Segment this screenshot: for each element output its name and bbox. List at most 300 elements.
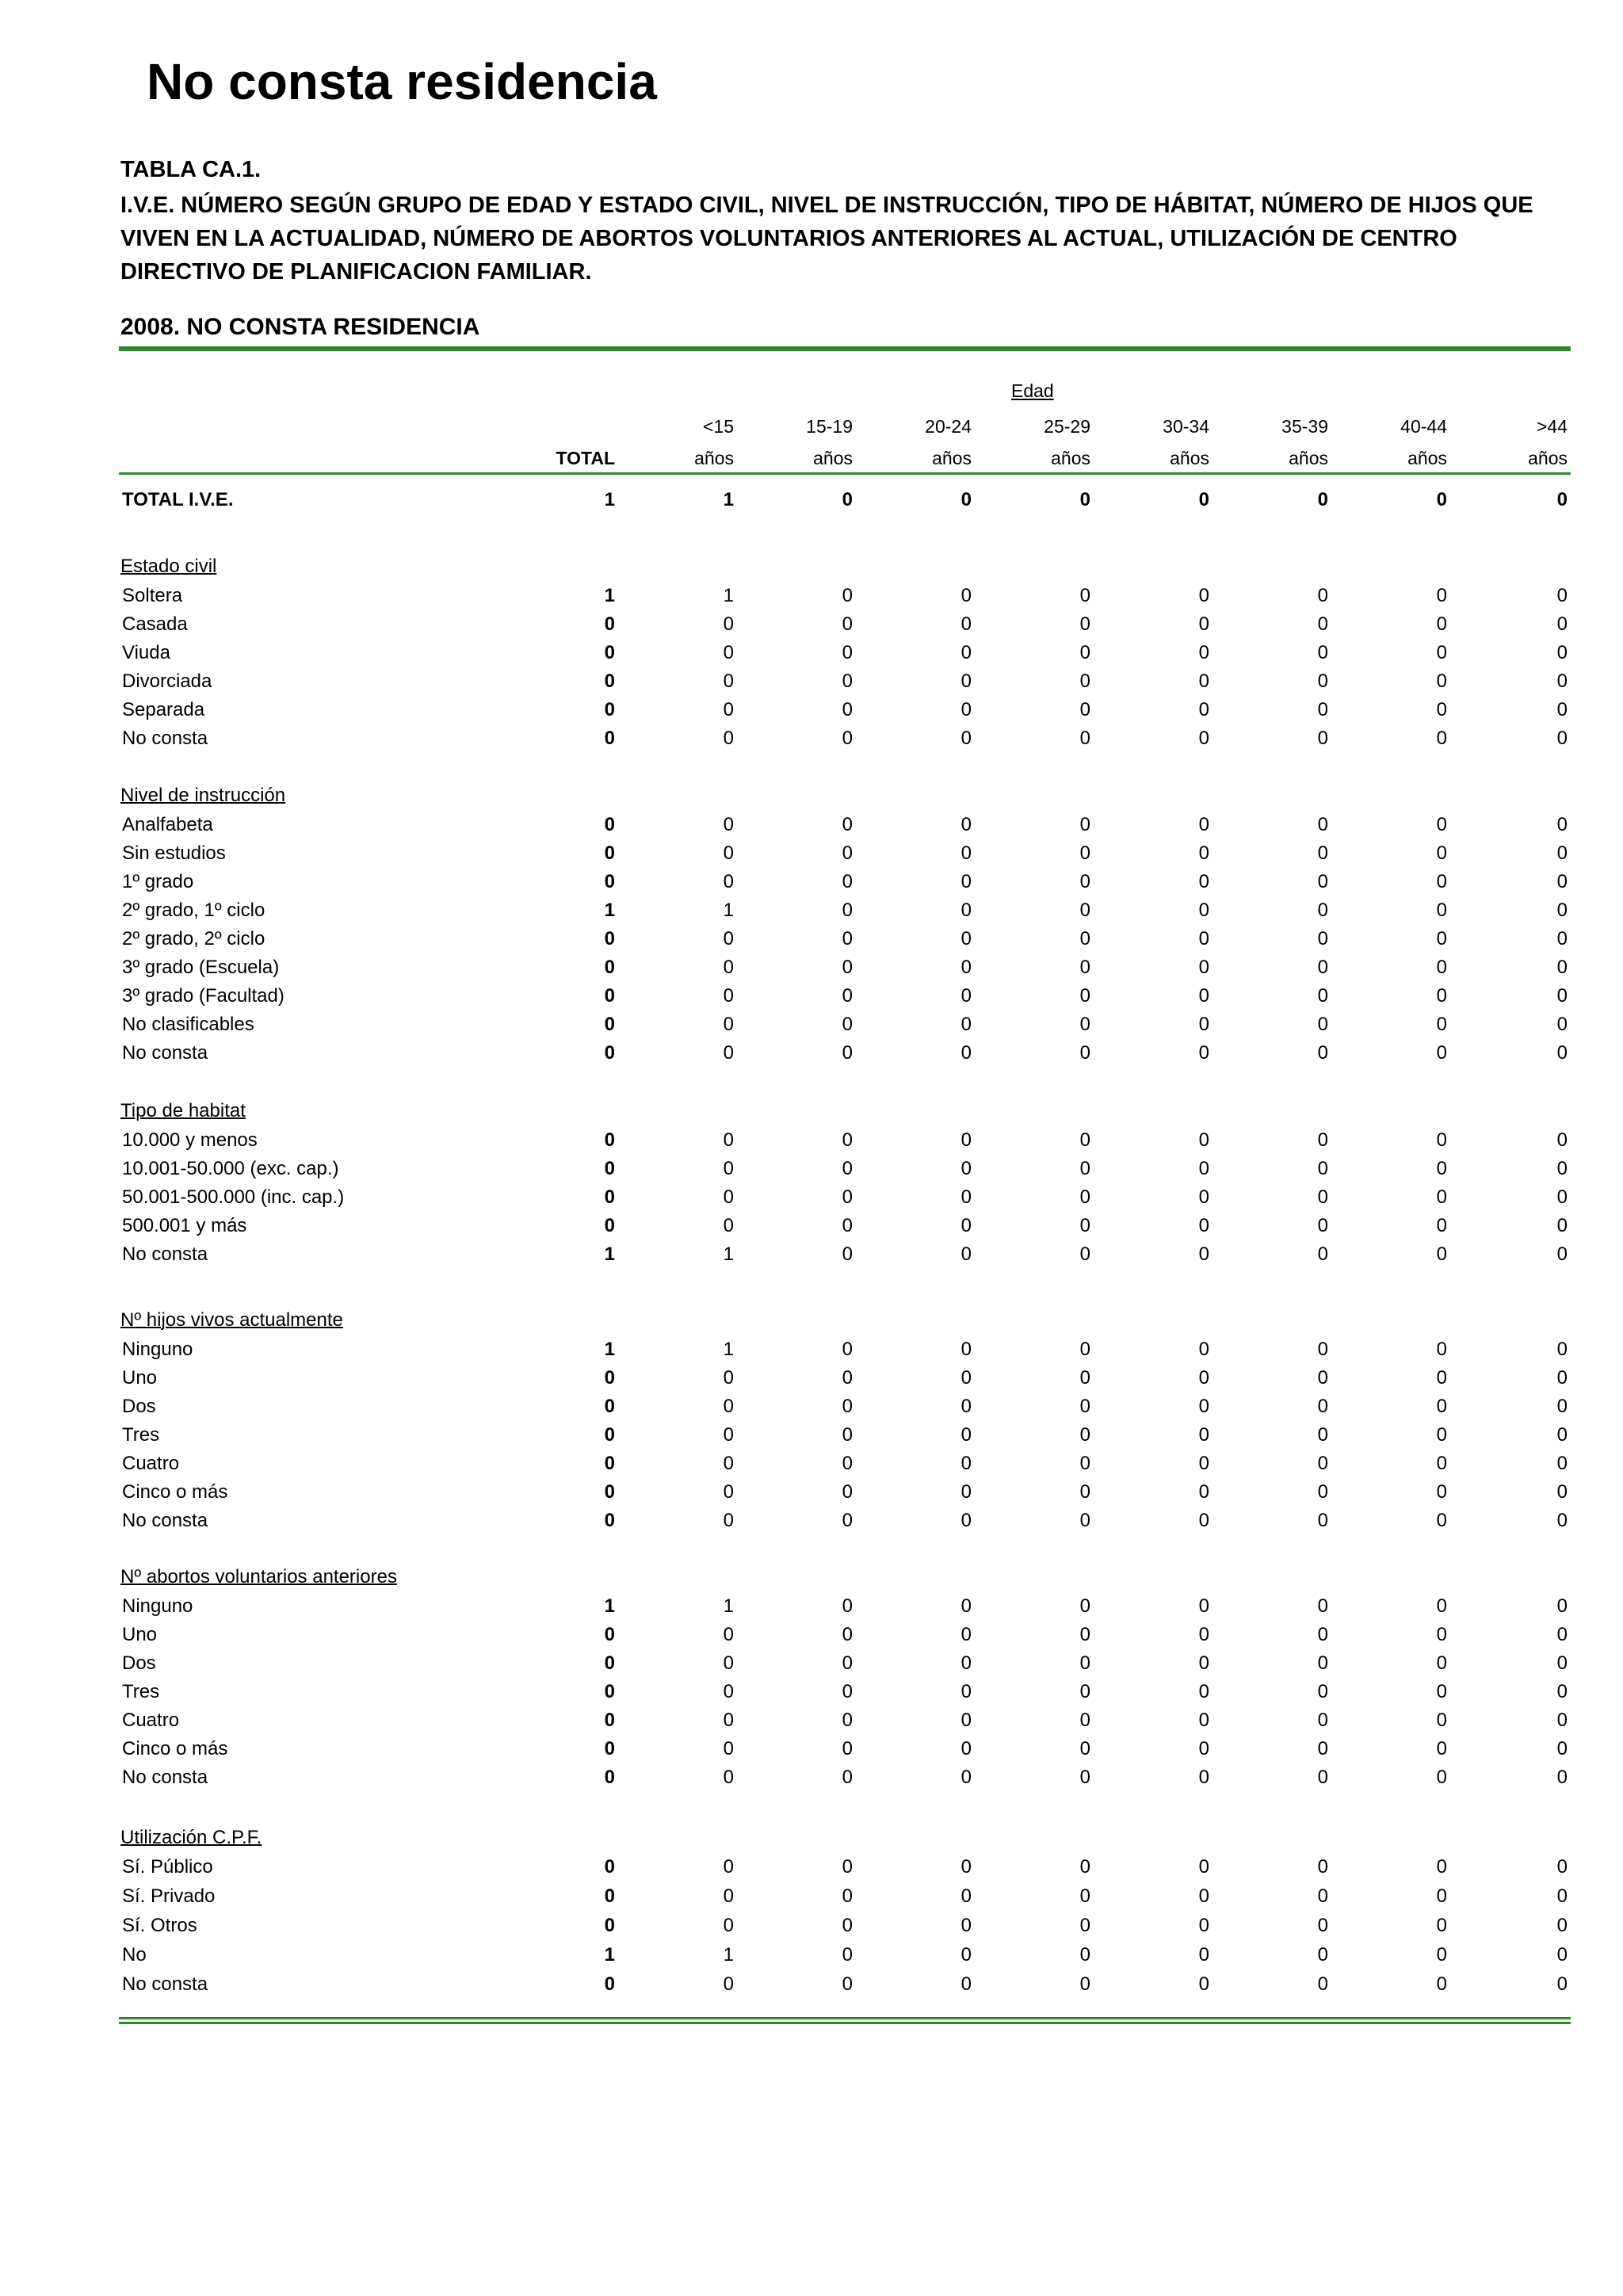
- cell-3: 0: [960, 1885, 972, 1907]
- cell-8: 0: [1556, 985, 1568, 1007]
- cell-4: 0: [1079, 1367, 1090, 1389]
- cell-2: 0: [842, 1885, 853, 1907]
- table-row: [119, 1365, 1571, 1392]
- section-title: Nivel de instrucción: [120, 785, 286, 806]
- cell-3: 0: [960, 1856, 972, 1878]
- cell-0: 0: [604, 1856, 615, 1878]
- row-label: Cuatro: [122, 1710, 180, 1731]
- cell-0: 0: [604, 613, 615, 635]
- cell-2: 0: [842, 1244, 853, 1265]
- cell-7: 0: [1436, 1681, 1447, 1702]
- cell-6: 0: [1317, 1885, 1328, 1907]
- cell-6: 0: [1317, 1339, 1328, 1360]
- cell-7: 0: [1436, 985, 1447, 1007]
- cell-3: 0: [960, 842, 972, 864]
- table-row: [119, 1156, 1571, 1182]
- cell-0: 0: [604, 1367, 615, 1389]
- cell-4: 0: [1079, 1014, 1090, 1035]
- column-header-line1: 25-29: [1044, 416, 1090, 437]
- cell-1: 0: [723, 957, 734, 978]
- cell-1: 0: [723, 985, 734, 1007]
- cell-1: 0: [723, 1681, 734, 1702]
- row-label: 10.001-50.000 (exc. cap.): [122, 1158, 339, 1179]
- cell-2: 0: [842, 1129, 853, 1151]
- cell-1: 0: [723, 1129, 734, 1151]
- cell-1: 1: [723, 1244, 734, 1265]
- cell-6: 0: [1317, 1424, 1328, 1446]
- table-row: [119, 1942, 1571, 1969]
- cell-0: 0: [604, 842, 615, 864]
- cell-4: 0: [1079, 1396, 1090, 1417]
- cell-3: 0: [960, 1129, 972, 1151]
- cell-2: 0: [842, 1481, 853, 1503]
- cell-7: 0: [1436, 1652, 1447, 1674]
- cell-8: 0: [1556, 1129, 1568, 1151]
- cell-1: 0: [723, 1158, 734, 1179]
- cell-5: 0: [1198, 1367, 1209, 1389]
- cell-1: 0: [723, 1767, 734, 1788]
- cell-6: 0: [1317, 728, 1328, 749]
- column-header-line1: 30-34: [1163, 416, 1209, 437]
- cell-3: 0: [960, 585, 972, 606]
- cell-4: 0: [1079, 842, 1090, 864]
- cell-6: 0: [1317, 1453, 1328, 1474]
- cell-2: 0: [842, 928, 853, 949]
- cell-0: 0: [604, 670, 615, 692]
- column-header-line1: 20-24: [925, 416, 972, 437]
- table-row: [119, 1707, 1571, 1734]
- cell-2: 0: [842, 1367, 853, 1389]
- row-label: Separada: [122, 699, 205, 720]
- cell-3: 0: [960, 1710, 972, 1731]
- row-label: Viuda: [122, 642, 170, 663]
- cell-6: 0: [1317, 1396, 1328, 1417]
- cell-6: 0: [1317, 585, 1328, 606]
- cell-2: 0: [842, 728, 853, 749]
- cell-3: 0: [960, 1681, 972, 1702]
- cell-3: 0: [960, 1915, 972, 1936]
- cell-7: 0: [1436, 1014, 1447, 1035]
- cell-7: 0: [1436, 871, 1447, 892]
- cell-0: 0: [604, 699, 615, 720]
- row-label: Sin estudios: [122, 842, 226, 864]
- cell-3: 0: [960, 1367, 972, 1389]
- cell-4: 0: [1079, 1624, 1090, 1645]
- cell-4: 0: [1079, 1129, 1090, 1151]
- cell-5: 0: [1198, 1624, 1209, 1645]
- column-header-2: [758, 411, 853, 474]
- column-header-line2: años: [694, 448, 734, 468]
- cell-7: 0: [1436, 1129, 1447, 1151]
- cell-5: 0: [1198, 1481, 1209, 1503]
- cell-3: 0: [960, 1624, 972, 1645]
- cell-7: 0: [1436, 613, 1447, 635]
- row-label: Uno: [122, 1624, 158, 1645]
- cell-3: 0: [960, 871, 972, 892]
- cell-1: 0: [723, 1014, 734, 1035]
- cell-4: 0: [1079, 1453, 1090, 1474]
- cell-7: 0: [1436, 1710, 1447, 1731]
- cell-5: 0: [1198, 1396, 1209, 1417]
- cell-5: 0: [1198, 585, 1209, 606]
- column-header-line1: <15: [702, 416, 734, 437]
- cell-1: 0: [723, 1510, 734, 1531]
- cell-0: 0: [604, 642, 615, 663]
- cell-2: 0: [842, 1186, 853, 1208]
- cell-7: 0: [1436, 1367, 1447, 1389]
- cell-2: 0: [842, 1339, 853, 1360]
- cell-5: 0: [1198, 728, 1209, 749]
- cell-5: 0: [1198, 1129, 1209, 1151]
- top-rule: [119, 346, 1571, 351]
- cell-1: 0: [723, 1710, 734, 1731]
- cell-0: 0: [604, 1129, 615, 1151]
- cell-3: 0: [960, 1738, 972, 1759]
- cell-5: 0: [1198, 928, 1209, 949]
- cell-1: 0: [723, 1885, 734, 1907]
- cell-4: 0: [1079, 642, 1090, 663]
- cell-7: 0: [1436, 1738, 1447, 1759]
- row-label: Sí. Privado: [122, 1885, 216, 1907]
- cell-1: 0: [723, 1396, 734, 1417]
- cell-2: 0: [842, 814, 853, 835]
- cell-2: 0: [842, 1595, 853, 1617]
- cell-7: 0: [1436, 1595, 1447, 1617]
- table-row: [119, 1593, 1571, 1620]
- column-header-6: [1233, 411, 1328, 474]
- edad-group-header: Edad: [1011, 380, 1054, 401]
- cell-0: 0: [604, 1681, 615, 1702]
- cell-5: 0: [1198, 1424, 1209, 1446]
- cell-8: 0: [1556, 1186, 1568, 1208]
- cell-1: 1: [723, 900, 734, 921]
- table-row: [119, 611, 1571, 638]
- cell-1: 0: [723, 1973, 734, 1995]
- cell-6: 0: [1317, 1944, 1328, 1966]
- row-label: No consta: [122, 1042, 208, 1064]
- cell-7: 0: [1436, 814, 1447, 835]
- cell-4: 0: [1079, 670, 1090, 692]
- table-row: [119, 1422, 1571, 1449]
- cell-0: 0: [604, 1186, 615, 1208]
- cell-8: 0: [1556, 871, 1568, 892]
- cell-0: 0: [604, 728, 615, 749]
- cell-7: 0: [1436, 699, 1447, 720]
- cell-3: 0: [960, 928, 972, 949]
- cell-3: 0: [960, 489, 972, 510]
- cell-7: 0: [1436, 928, 1447, 949]
- cell-7: 0: [1436, 957, 1447, 978]
- cell-5: 0: [1198, 900, 1209, 921]
- cell-2: 0: [842, 1510, 853, 1531]
- column-header-line2: TOTAL: [556, 448, 615, 468]
- row-label: No: [122, 1944, 147, 1966]
- cell-5: 0: [1198, 985, 1209, 1007]
- cell-0: 0: [604, 985, 615, 1007]
- cell-2: 0: [842, 670, 853, 692]
- table-description: I.V.E. NÚMERO SEGÚN GRUPO DE EDAD Y ESTADO CIVIL, NIVEL DE INSTRUCCIÓN, TIPO DE HÁBITAT, NÚMERO DE HIJOS QUE VIVEN EN LA ACTUALIDAD, NÚMERO DE ABORTOS VOLUNTARIOS ANTERIORES AL ACTUAL, UTILIZACIÓN DE CENTRO DIRECTIVO DE PLANIFICACION FAMILIAR.: [120, 193, 1533, 285]
- cell-6: 0: [1317, 1710, 1328, 1731]
- cell-1: 0: [723, 670, 734, 692]
- cell-4: 0: [1079, 1339, 1090, 1360]
- row-label: Sí. Otros: [122, 1915, 197, 1936]
- row-label: No clasificables: [122, 1014, 254, 1035]
- cell-7: 0: [1436, 728, 1447, 749]
- cell-8: 0: [1556, 1158, 1568, 1179]
- row-label: No consta: [122, 1767, 208, 1788]
- cell-3: 0: [960, 1424, 972, 1446]
- cell-8: 0: [1556, 1339, 1568, 1360]
- cell-0: 0: [604, 1767, 615, 1788]
- section-title: Utilización C.P.F.: [120, 1827, 262, 1848]
- cell-4: 0: [1079, 1595, 1090, 1617]
- cell-2: 0: [842, 1624, 853, 1645]
- cell-5: 0: [1198, 1510, 1209, 1531]
- cell-7: 0: [1436, 1856, 1447, 1878]
- cell-1: 1: [723, 1339, 734, 1360]
- cell-2: 0: [842, 1215, 853, 1236]
- row-label: Tres: [122, 1424, 160, 1446]
- cell-5: 0: [1198, 489, 1209, 510]
- cell-8: 0: [1556, 1510, 1568, 1531]
- cell-6: 0: [1317, 1624, 1328, 1645]
- section-title: Tipo de habitat: [120, 1100, 246, 1121]
- column-header-line1: >44: [1536, 416, 1568, 437]
- cell-3: 0: [960, 1767, 972, 1788]
- cell-5: 0: [1198, 1885, 1209, 1907]
- cell-5: 0: [1198, 1973, 1209, 1995]
- cell-6: 0: [1317, 814, 1328, 835]
- table-row: [119, 840, 1571, 867]
- cell-6: 0: [1317, 1973, 1328, 1995]
- cell-3: 0: [960, 699, 972, 720]
- table-row: [119, 1011, 1571, 1038]
- cell-7: 0: [1436, 1396, 1447, 1417]
- cell-5: 0: [1198, 1595, 1209, 1617]
- bottom-rule: [119, 2017, 1571, 2019]
- cell-5: 0: [1198, 1042, 1209, 1064]
- cell-0: 0: [604, 1424, 615, 1446]
- cell-7: 0: [1436, 585, 1447, 606]
- cell-3: 0: [960, 1453, 972, 1474]
- cell-6: 0: [1317, 985, 1328, 1007]
- table-row: [119, 1679, 1571, 1706]
- column-header-line2: años: [1170, 448, 1209, 468]
- cell-2: 0: [842, 1767, 853, 1788]
- cell-3: 0: [960, 1186, 972, 1208]
- cell-6: 0: [1317, 1856, 1328, 1878]
- cell-2: 0: [842, 642, 853, 663]
- cell-3: 0: [960, 1158, 972, 1179]
- cell-4: 0: [1079, 1681, 1090, 1702]
- cell-5: 0: [1198, 699, 1209, 720]
- cell-3: 0: [960, 1510, 972, 1531]
- cell-1: 1: [723, 1944, 734, 1966]
- cell-4: 0: [1079, 1244, 1090, 1265]
- cell-1: 1: [723, 585, 734, 606]
- cell-4: 0: [1079, 1481, 1090, 1503]
- table-row: [119, 1854, 1571, 1881]
- table-row: [119, 1764, 1571, 1791]
- table-row: [119, 1336, 1571, 1363]
- column-header-line2: años: [1051, 448, 1090, 468]
- cell-4: 0: [1079, 1652, 1090, 1674]
- table-row: [119, 983, 1571, 1010]
- table-row: [119, 1450, 1571, 1477]
- table-row: [119, 1393, 1571, 1420]
- cell-5: 0: [1198, 613, 1209, 635]
- cell-7: 0: [1436, 900, 1447, 921]
- table-row: [119, 1622, 1571, 1648]
- column-header-0: [520, 411, 615, 474]
- table-row: [119, 926, 1571, 953]
- cell-4: 0: [1079, 613, 1090, 635]
- cell-5: 0: [1198, 1652, 1209, 1674]
- table-row: [119, 1184, 1571, 1211]
- cell-6: 0: [1317, 1158, 1328, 1179]
- cell-0: 1: [604, 1595, 615, 1617]
- cell-3: 0: [960, 1042, 972, 1064]
- cell-1: 0: [723, 728, 734, 749]
- cell-0: 0: [604, 1738, 615, 1759]
- column-header-line2: años: [1407, 448, 1447, 468]
- cell-7: 0: [1436, 670, 1447, 692]
- column-header-7: [1352, 411, 1447, 474]
- cell-4: 0: [1079, 728, 1090, 749]
- cell-1: 0: [723, 928, 734, 949]
- row-label: Dos: [122, 1396, 156, 1417]
- section-title: Nº hijos vivos actualmente: [120, 1309, 343, 1331]
- cell-4: 0: [1079, 1944, 1090, 1966]
- cell-5: 0: [1198, 1014, 1209, 1035]
- cell-3: 0: [960, 642, 972, 663]
- cell-7: 0: [1436, 1973, 1447, 1995]
- cell-5: 0: [1198, 1915, 1209, 1936]
- cell-8: 0: [1556, 1424, 1568, 1446]
- cell-2: 0: [842, 1158, 853, 1179]
- cell-6: 0: [1317, 928, 1328, 949]
- cell-5: 0: [1198, 1767, 1209, 1788]
- cell-8: 0: [1556, 728, 1568, 749]
- cell-1: 1: [723, 1595, 734, 1617]
- cell-7: 0: [1436, 1481, 1447, 1503]
- cell-8: 0: [1556, 670, 1568, 692]
- cell-8: 0: [1556, 1738, 1568, 1759]
- cell-4: 0: [1079, 1158, 1090, 1179]
- cell-0: 0: [604, 1014, 615, 1035]
- cell-0: 0: [604, 1973, 615, 1995]
- cell-7: 0: [1436, 1186, 1447, 1208]
- cell-6: 0: [1317, 1738, 1328, 1759]
- cell-7: 0: [1436, 1915, 1447, 1936]
- table-row: [119, 640, 1571, 667]
- cell-3: 0: [960, 1396, 972, 1417]
- row-label: No consta: [122, 1244, 208, 1265]
- cell-0: 0: [604, 1652, 615, 1674]
- table-row: [119, 668, 1571, 695]
- row-label: Tres: [122, 1681, 160, 1702]
- cell-5: 0: [1198, 1186, 1209, 1208]
- cell-8: 0: [1556, 1681, 1568, 1702]
- cell-2: 0: [842, 1014, 853, 1035]
- cell-3: 0: [960, 1481, 972, 1503]
- cell-8: 0: [1556, 1014, 1568, 1035]
- cell-8: 0: [1556, 1215, 1568, 1236]
- cell-1: 0: [723, 1215, 734, 1236]
- cell-0: 0: [604, 1510, 615, 1531]
- cell-0: 0: [604, 814, 615, 835]
- cell-7: 0: [1436, 1885, 1447, 1907]
- cell-3: 0: [960, 613, 972, 635]
- column-header-line2: años: [932, 448, 972, 468]
- cell-2: 0: [842, 1710, 853, 1731]
- row-label: Casada: [122, 613, 188, 635]
- row-label: 3º grado (Facultad): [122, 985, 285, 1007]
- cell-5: 0: [1198, 1681, 1209, 1702]
- section-title: Estado civil: [120, 556, 217, 577]
- cell-1: 1: [723, 489, 734, 510]
- row-label: 1º grado: [122, 871, 194, 892]
- column-header-line1: [520, 411, 615, 442]
- cell-7: 0: [1436, 1453, 1447, 1474]
- cell-4: 0: [1079, 900, 1090, 921]
- table-row: [119, 869, 1571, 896]
- cell-2: 0: [842, 1973, 853, 1995]
- cell-2: 0: [842, 1915, 853, 1936]
- cell-3: 0: [960, 1339, 972, 1360]
- row-label: Analfabeta: [122, 814, 213, 835]
- cell-2: 0: [842, 1681, 853, 1702]
- cell-4: 0: [1079, 1186, 1090, 1208]
- cell-2: 0: [842, 1396, 853, 1417]
- cell-3: 0: [960, 1944, 972, 1966]
- cell-1: 0: [723, 699, 734, 720]
- cell-7: 0: [1436, 1215, 1447, 1236]
- cell-8: 0: [1556, 1481, 1568, 1503]
- row-label: Cuatro: [122, 1453, 180, 1474]
- row-label: 500.001 y más: [122, 1215, 247, 1236]
- cell-6: 0: [1317, 1481, 1328, 1503]
- column-header-line2: años: [1528, 448, 1568, 468]
- cell-8: 0: [1556, 1652, 1568, 1674]
- cell-7: 0: [1436, 842, 1447, 864]
- row-label: 10.000 y menos: [122, 1129, 258, 1151]
- cell-2: 0: [842, 1944, 853, 1966]
- cell-8: 0: [1556, 1885, 1568, 1907]
- cell-2: 0: [842, 1856, 853, 1878]
- cell-4: 0: [1079, 814, 1090, 835]
- cell-8: 0: [1556, 1767, 1568, 1788]
- cell-6: 0: [1317, 1767, 1328, 1788]
- cell-5: 0: [1198, 1244, 1209, 1265]
- cell-6: 0: [1317, 1014, 1328, 1035]
- row-label: Cinco o más: [122, 1481, 228, 1503]
- table-row: [119, 1736, 1571, 1763]
- cell-0: 0: [604, 1481, 615, 1503]
- cell-5: 0: [1198, 957, 1209, 978]
- cell-3: 0: [960, 900, 972, 921]
- table-subtitle: 2008. NO CONSTA RESIDENCIA: [120, 314, 480, 340]
- cell-1: 0: [723, 842, 734, 864]
- cell-4: 0: [1079, 985, 1090, 1007]
- cell-1: 0: [723, 1856, 734, 1878]
- cell-8: 0: [1556, 814, 1568, 835]
- row-label: Sí. Público: [122, 1856, 213, 1878]
- row-label: Ninguno: [122, 1595, 193, 1617]
- cell-4: 0: [1079, 957, 1090, 978]
- cell-6: 0: [1317, 1595, 1328, 1617]
- cell-8: 0: [1556, 900, 1568, 921]
